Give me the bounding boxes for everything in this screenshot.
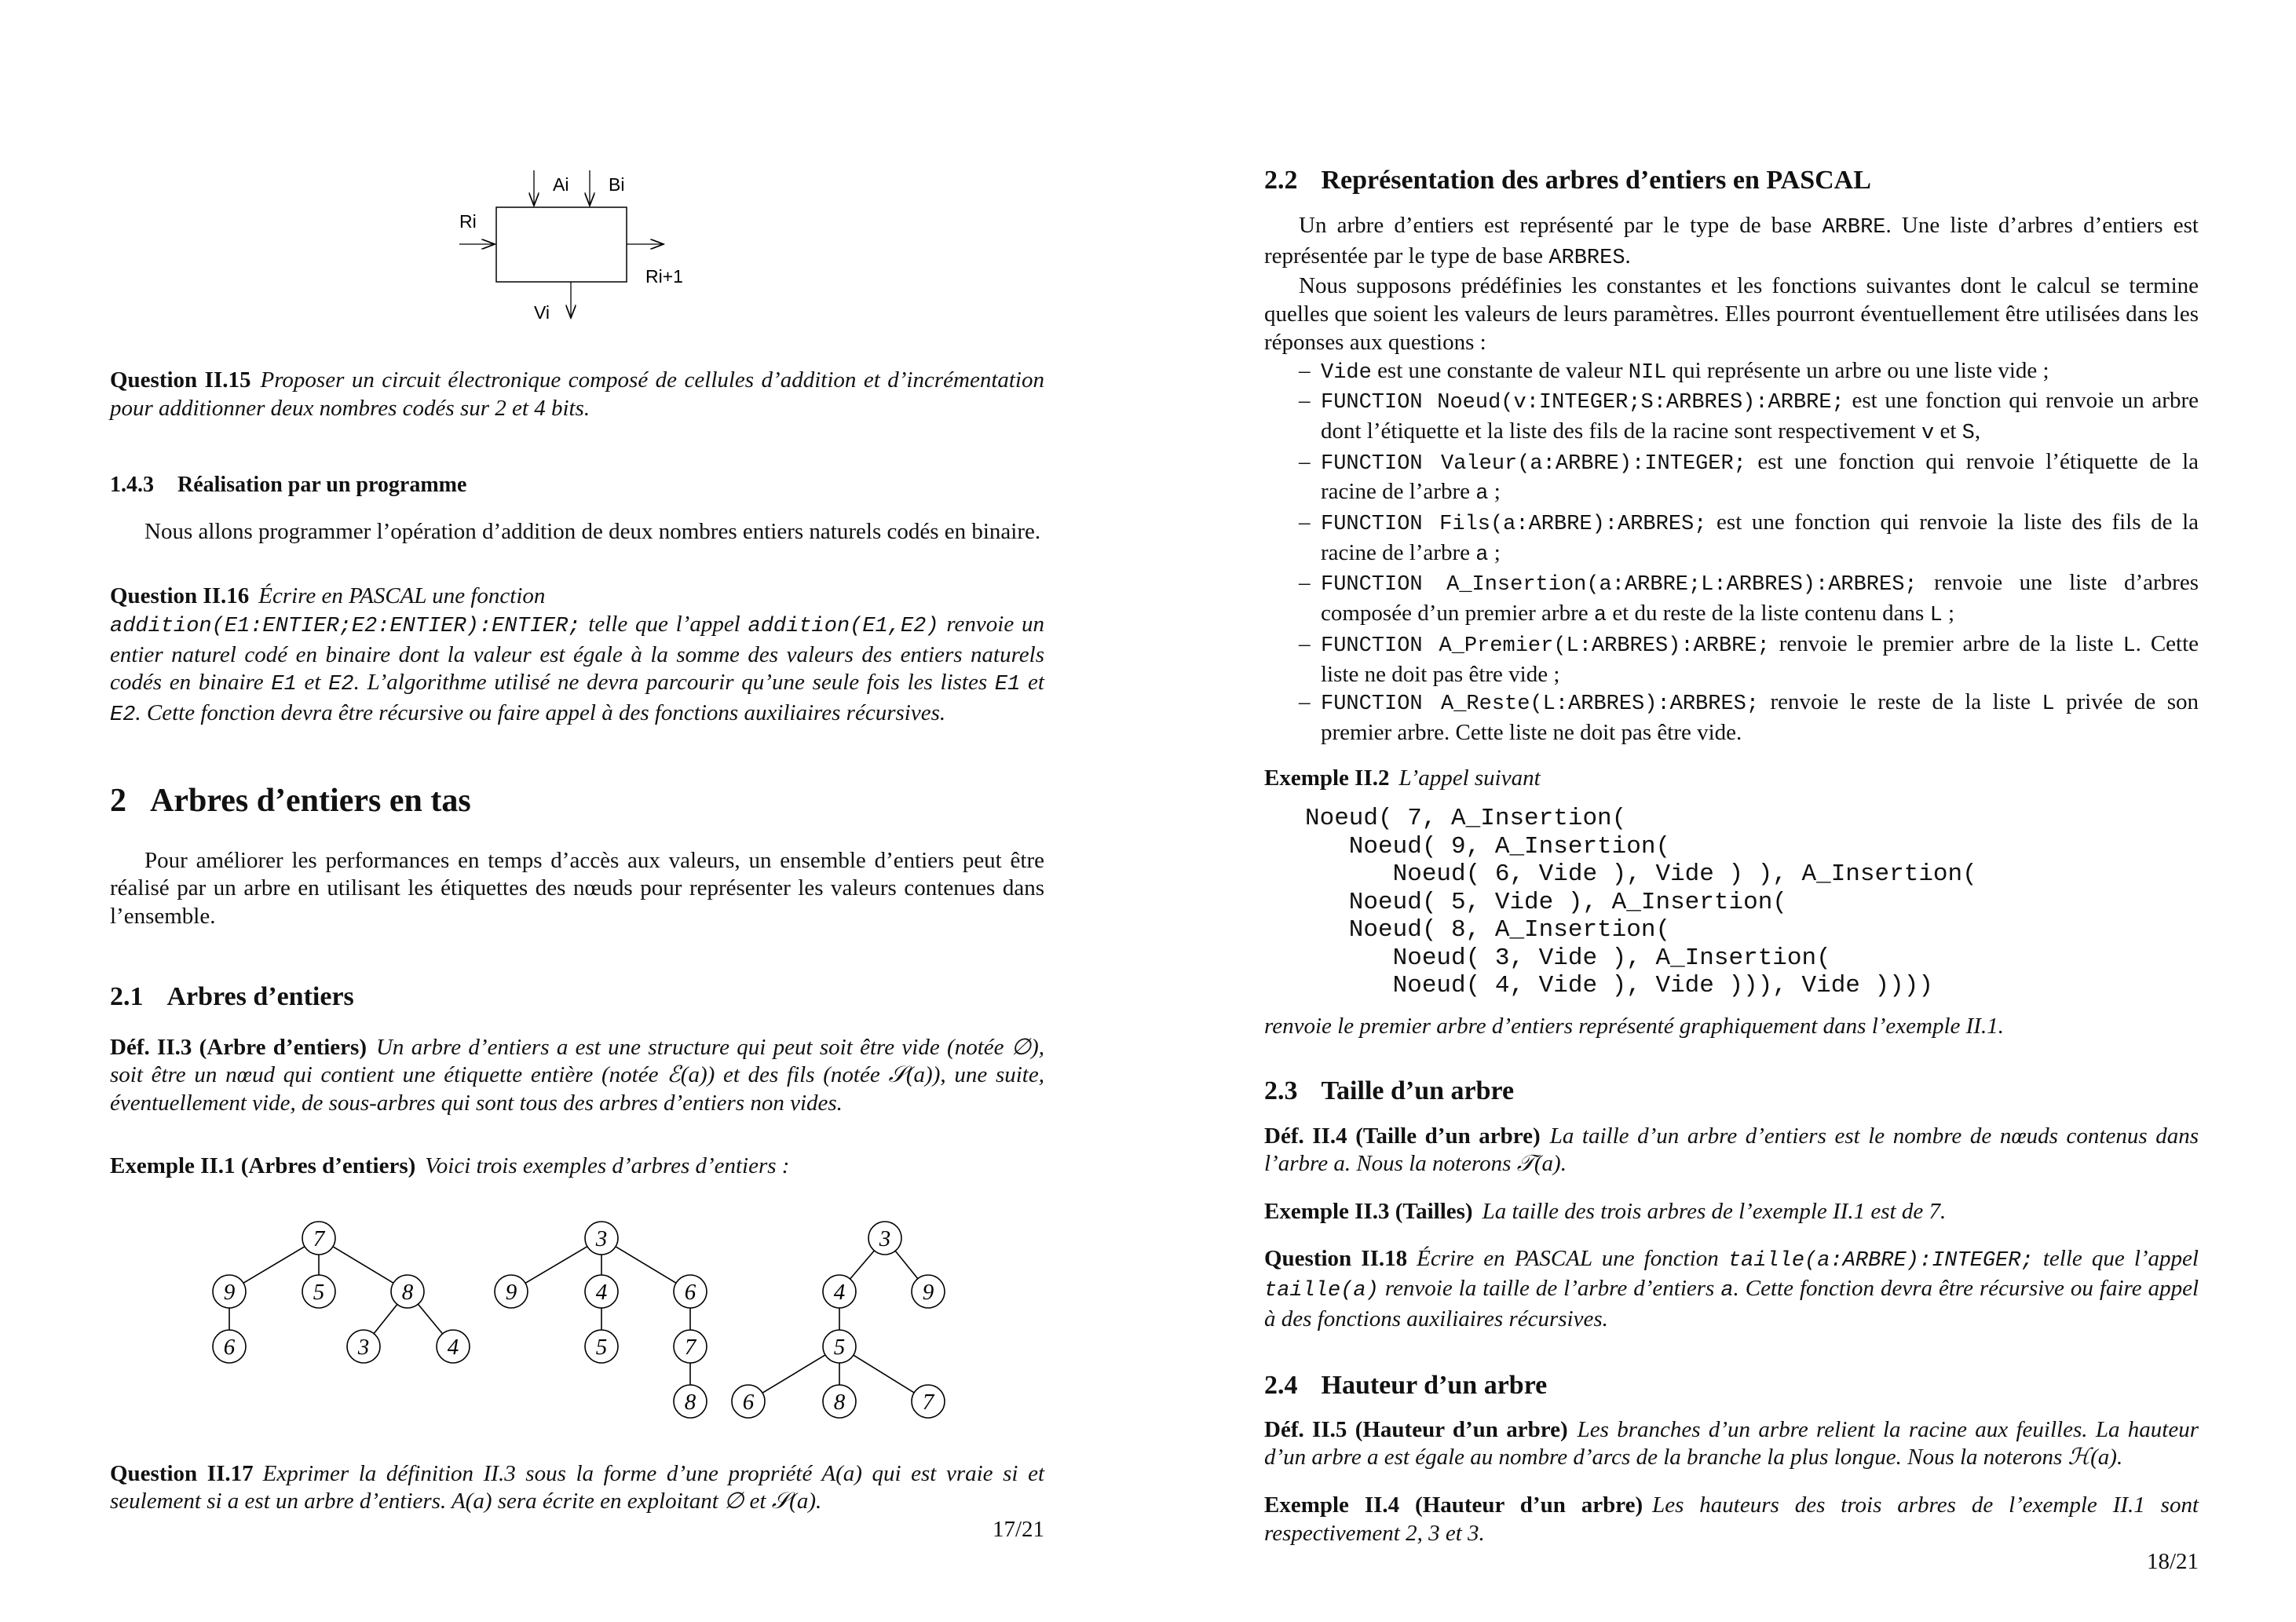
definition-ii-4 bbox=[1264, 1123, 2199, 1178]
text: et bbox=[296, 670, 329, 696]
text: . L’algorithme utilisé ne devra parcourir qu’une seule fois les listes bbox=[353, 670, 995, 696]
right-page-column bbox=[1264, 165, 2199, 1576]
example-label: Exemple II.2 bbox=[1264, 765, 1390, 791]
tree-edge bbox=[418, 1304, 442, 1334]
tree-edge bbox=[850, 1251, 875, 1279]
list-dash: – bbox=[1299, 448, 1311, 474]
tree-node-label: 7 bbox=[684, 1334, 696, 1360]
code-text: L bbox=[1929, 604, 1943, 628]
text: L’appel suivant bbox=[1398, 765, 1541, 791]
left-page-column bbox=[110, 367, 1044, 1544]
text: et du reste de la liste contenu dans bbox=[1607, 601, 1930, 627]
section-2-heading bbox=[110, 782, 1044, 820]
text: ; bbox=[1488, 479, 1501, 505]
text: . Cette fonction devra être récursive ou faire appel à des fonctions auxiliaires récursives. bbox=[1264, 1276, 2199, 1332]
code-text: FUNCTION A_Premier(L:ARBRES):ARBRE; bbox=[1321, 634, 1770, 658]
paragraph bbox=[1264, 212, 2199, 272]
subsubsection-1-4-3 bbox=[110, 471, 1044, 499]
label-vi: Vi bbox=[534, 302, 550, 323]
function-list-item bbox=[1264, 569, 2199, 630]
text: telle que l’appel bbox=[580, 611, 748, 637]
tree-edge bbox=[895, 1251, 918, 1278]
code-text: S bbox=[1961, 421, 1975, 445]
section-number: 2 bbox=[110, 782, 126, 819]
text: Les branches d’un arbre relient la racine aux feuilles. La hauteur d’un arbre a est égale au nombre d’arcs de la branche la plus longue. Nous la noterons ℋ(a). bbox=[1264, 1416, 2199, 1470]
code-text: FUNCTION Valeur(a:ARBRE):INTEGER; bbox=[1321, 451, 1746, 476]
tree-example-3 bbox=[732, 1222, 945, 1418]
subsection-2-4-heading bbox=[1264, 1370, 2199, 1401]
section-number: 2.3 bbox=[1264, 1076, 1298, 1105]
code-text: FUNCTION A_Reste(L:ARBRES):ARBRES; bbox=[1321, 692, 1760, 717]
code-text: ARBRE bbox=[1822, 216, 1886, 239]
text: . Cette fonction devra être récursive ou faire appel à des fonctions auxiliaires récursives. bbox=[135, 700, 946, 725]
paragraph: Nous allons programmer l’opération d’addition de deux nombres entiers naturels codés en binaire. bbox=[144, 519, 1041, 545]
text: et bbox=[1020, 670, 1044, 696]
subsection-2-1-heading bbox=[110, 981, 1044, 1013]
tree-node-label: 5 bbox=[833, 1334, 846, 1360]
text: renvoie le reste de la liste bbox=[1759, 689, 2042, 715]
tree-node-label: 6 bbox=[223, 1334, 236, 1360]
text: , bbox=[1974, 418, 1981, 444]
tree-node-label: 4 bbox=[833, 1279, 846, 1305]
code-text: L bbox=[2122, 634, 2136, 658]
text: renvoie une liste d’arbres composée d’un premier arbre bbox=[1321, 570, 2199, 627]
text: Un arbre d’entiers a est une structure qui peut soit être vide (notée ∅), soit être un nœud qui contient une étiquette entière (notée ℰ(a)) et des fils (notée 𝒮(a)), une suite, éventuellement vide, de sous-arbres qui sont tous des arbres d’entiers non vides. bbox=[110, 1034, 1044, 1116]
example-ii-1 bbox=[110, 1153, 1044, 1181]
list-dash: – bbox=[1299, 510, 1311, 535]
function-list-item bbox=[1264, 509, 2199, 569]
text: Exprimer la définition II.3 sous la forme d’une propriété A(a) qui est vraie si et seulement si a est un arbre d’entiers. A(a) sera écrite en exploitant ∅ et 𝒮(a). bbox=[110, 1460, 1045, 1514]
tree-example-2 bbox=[495, 1222, 707, 1418]
list-dash: – bbox=[1299, 388, 1311, 414]
section-number: 1.4.3 bbox=[110, 473, 154, 498]
section-title: Arbres d’entiers bbox=[166, 981, 354, 1011]
code-text: Vide bbox=[1321, 360, 1372, 385]
label-ri: Ri bbox=[459, 211, 477, 232]
tree-node-label: 3 bbox=[595, 1226, 608, 1251]
example-ii-4 bbox=[1264, 1492, 2199, 1547]
question-ii-18 bbox=[1264, 1245, 2199, 1334]
section-number: 2.1 bbox=[110, 981, 144, 1011]
definition-label: Déf. II.3 (Arbre d’entiers) bbox=[110, 1034, 367, 1060]
function-list-item bbox=[1264, 689, 2199, 747]
section-title: Taille d’un arbre bbox=[1321, 1076, 1515, 1105]
section-title: Réalisation par un programme bbox=[177, 473, 467, 498]
text: est une constante de valeur bbox=[1371, 357, 1629, 383]
tree-node-label: 4 bbox=[595, 1279, 608, 1305]
question-label: Question II.15 bbox=[110, 367, 251, 393]
list-dash: – bbox=[1299, 630, 1311, 656]
subsection-2-3-heading bbox=[1264, 1076, 2199, 1107]
text: et bbox=[1934, 418, 1962, 444]
text: Nous supposons prédéfinies les constantes et les fonctions suivantes dont le calcul se termine quelles que soient les valeurs de leurs paramètres. Elles pourront éventuellement être utilisées dans les réponses aux questions : bbox=[1264, 273, 2199, 355]
question-label: Question II.16 bbox=[110, 583, 250, 609]
definition-ii-5 bbox=[1264, 1416, 2199, 1472]
question-label: Question II.17 bbox=[110, 1460, 254, 1486]
tree-node-label: 3 bbox=[879, 1226, 891, 1251]
tree-node-label: 5 bbox=[595, 1334, 608, 1360]
text: ; bbox=[1488, 539, 1501, 565]
code-text: a bbox=[1475, 542, 1489, 567]
tree-node-label: 8 bbox=[401, 1279, 414, 1305]
example-label: Exemple II.4 (Hauteur d’un arbre) bbox=[1264, 1492, 1643, 1518]
text: renvoie la taille de l’arbre d’entiers bbox=[1378, 1276, 1721, 1302]
code-text: L bbox=[2042, 692, 2055, 717]
tree-edge bbox=[854, 1355, 914, 1393]
section-2-2-body bbox=[1264, 212, 2199, 747]
label-bi: Bi bbox=[609, 174, 625, 195]
predefined-functions-list bbox=[1264, 357, 2199, 747]
text: ; bbox=[1942, 601, 1955, 627]
paragraph: renvoie le premier arbre d’entiers représenté graphiquement dans l’exemple II.1. bbox=[1264, 1013, 2004, 1039]
function-list-item bbox=[1264, 357, 2199, 388]
text: privée de son premier arbre. Cette liste ne doit pas être vide. bbox=[1321, 689, 2199, 745]
code-text: E1 bbox=[271, 673, 297, 697]
code-text: taille(a) bbox=[1264, 1279, 1379, 1303]
tree-edge bbox=[525, 1246, 587, 1283]
code-text: a bbox=[1475, 482, 1489, 506]
code-text: E2 bbox=[328, 673, 354, 697]
tree-node-label: 3 bbox=[357, 1334, 370, 1360]
code-text: ARBRES bbox=[1548, 246, 1625, 270]
subsection-2-2-heading bbox=[1264, 165, 2199, 196]
tree-edge bbox=[762, 1354, 825, 1392]
adder-cell-diagram bbox=[440, 157, 691, 330]
tree-examples bbox=[188, 1203, 974, 1438]
code-text: a bbox=[1593, 604, 1607, 628]
code-text: a bbox=[1720, 1279, 1734, 1303]
page-number: 17/21 bbox=[992, 1516, 1044, 1542]
example-ii-2 bbox=[1264, 765, 2199, 793]
tree-node-label: 8 bbox=[684, 1389, 696, 1415]
section-number: 2.4 bbox=[1264, 1370, 1298, 1400]
code-text: v bbox=[1921, 421, 1935, 445]
tree-edge bbox=[333, 1246, 393, 1282]
code-text: E1 bbox=[994, 673, 1021, 697]
tree-node-label: 9 bbox=[505, 1279, 517, 1305]
question-label: Question II.18 bbox=[1264, 1245, 1408, 1271]
paragraph bbox=[1264, 272, 2199, 356]
code-text: FUNCTION Noeud(v:INTEGER;S:ARBRES):ARBRE; bbox=[1321, 391, 1844, 415]
example-label: Exemple II.1 (Arbres d’entiers) bbox=[110, 1153, 416, 1178]
text: qui représente un arbre ou une liste vide ; bbox=[1666, 357, 2049, 383]
definition-label: Déf. II.4 (Taille d’un arbre) bbox=[1264, 1123, 1541, 1149]
section-number: 2.2 bbox=[1264, 166, 1298, 195]
page-number: 18/21 bbox=[2146, 1548, 2199, 1574]
question-ii-17 bbox=[110, 1460, 1044, 1516]
question-ii-16 bbox=[110, 583, 1044, 730]
text: est une fonction qui renvoie l’étiquette de la racine de l’arbre bbox=[1321, 448, 2199, 505]
text: Un arbre d’entiers est représenté par le type de base bbox=[1299, 213, 1823, 238]
code-text: addition(E1,E2) bbox=[748, 614, 939, 638]
definition-ii-3 bbox=[110, 1034, 1044, 1118]
code-text: FUNCTION A_Insertion(a:ARBRE;L:ARBRES):ARBRES; bbox=[1321, 573, 1918, 597]
function-list-item bbox=[1264, 387, 2199, 448]
list-dash: – bbox=[1299, 357, 1311, 383]
text: est une fonction qui renvoie un arbre dont l’étiquette et la liste des fils de la racine sont respectivement bbox=[1321, 388, 2199, 444]
example-ii-3 bbox=[1264, 1198, 2199, 1226]
list-dash: – bbox=[1299, 570, 1311, 596]
tree-node-label: 9 bbox=[223, 1279, 236, 1305]
label-ri-plus-1: Ri+1 bbox=[645, 266, 683, 287]
text: . Une liste d’arbres d’entiers est représentée par le type de base bbox=[1264, 213, 2199, 269]
code-text: FUNCTION Fils(a:ARBRE):ARBRES; bbox=[1321, 513, 1707, 537]
text: Écrire en PASCAL une fonction bbox=[1417, 1245, 1728, 1271]
definition-label: Déf. II.5 (Hauteur d’un arbre) bbox=[1264, 1416, 1568, 1442]
example-label: Exemple II.3 (Tailles) bbox=[1264, 1198, 1473, 1224]
tree-node-label: 5 bbox=[313, 1279, 325, 1305]
tree-node-label: 7 bbox=[313, 1226, 325, 1251]
tree-edge bbox=[374, 1304, 397, 1333]
text: telle que l’appel bbox=[2033, 1245, 2199, 1271]
function-list-item bbox=[1264, 448, 2199, 509]
text: . bbox=[1625, 243, 1631, 269]
tree-edge bbox=[243, 1246, 305, 1282]
section-title: Représentation des arbres d’entiers en PASCAL bbox=[1321, 166, 1871, 195]
code-text: addition(E1:ENTIER;E2:ENTIER):ENTIER; bbox=[110, 614, 581, 638]
code-text: E2 bbox=[110, 703, 136, 727]
text: renvoie le premier arbre de la liste bbox=[1769, 630, 2123, 656]
text: Les hauteurs des trois arbres de l’exemple II.1 sont respectivement 2, 3 et 3. bbox=[1264, 1492, 2199, 1546]
tree-edge bbox=[616, 1246, 676, 1282]
text: . Cette liste ne doit pas être vide ; bbox=[1321, 630, 2199, 687]
text: est une fonction qui renvoie la liste des fils de la racine de l’arbre bbox=[1321, 510, 2199, 565]
tree-node-label: 7 bbox=[922, 1389, 934, 1415]
text: renvoie un entier naturel codé en binaire dont la valeur est égale à la somme des valeurs des entiers naturels codés en binaire bbox=[110, 611, 1044, 696]
list-dash: – bbox=[1299, 689, 1311, 715]
text: Écrire en PASCAL une fonction bbox=[258, 583, 546, 609]
tree-node-label: 4 bbox=[447, 1334, 459, 1360]
label-ai: Ai bbox=[553, 174, 569, 195]
text: La taille d’un arbre d’entiers est le nombre de nœuds contenus dans l’arbre a. Nous la noterons 𝒯(a). bbox=[1264, 1123, 2199, 1177]
tree-node-label: 6 bbox=[684, 1279, 696, 1305]
paragraph: Pour améliorer les performances en temps d’accès aux valeurs, un ensemble d’entiers peut être réalisé par un arbre en utilisant les étiquettes des nœuds pour représenter les valeurs contenues dans l’ensemble. bbox=[110, 847, 1044, 930]
tree-node-label: 6 bbox=[742, 1389, 755, 1415]
text: Voici trois exemples d’arbres d’entiers : bbox=[425, 1153, 790, 1178]
function-list-item bbox=[1264, 630, 2199, 689]
code-block: Noeud( 7, A_Insertion( Noeud( 9, A_Insertion( Noeud( 6, Vide ), Vide ) ), A_Insertion( Noeud( 5, Vide ), A_Insertion( Noeud( 8, A_Insertion( Noeud( 3, Vide ), A_Insertion( Noeud( 4, Vide ), Vide ))), Vide )))) bbox=[1305, 805, 1977, 1000]
question-ii-15 bbox=[110, 367, 1044, 422]
tree-example-1 bbox=[213, 1222, 470, 1363]
section-title: Arbres d’entiers en tas bbox=[150, 782, 471, 819]
text: La taille des trois arbres de l’exemple II.1 est de 7. bbox=[1482, 1198, 1947, 1224]
tree-node-label: 8 bbox=[833, 1389, 846, 1415]
code-text: taille(a:ARBRE):INTEGER; bbox=[1727, 1248, 2034, 1273]
section-title: Hauteur d’un arbre bbox=[1321, 1370, 1548, 1400]
code-text: NIL bbox=[1628, 360, 1667, 385]
text: Proposer un circuit électronique composé de cellules d’addition et d’incrémentation pour additionner deux nombres codés sur 2 et 4 bits. bbox=[110, 367, 1044, 421]
tree-node-label: 9 bbox=[922, 1279, 934, 1305]
